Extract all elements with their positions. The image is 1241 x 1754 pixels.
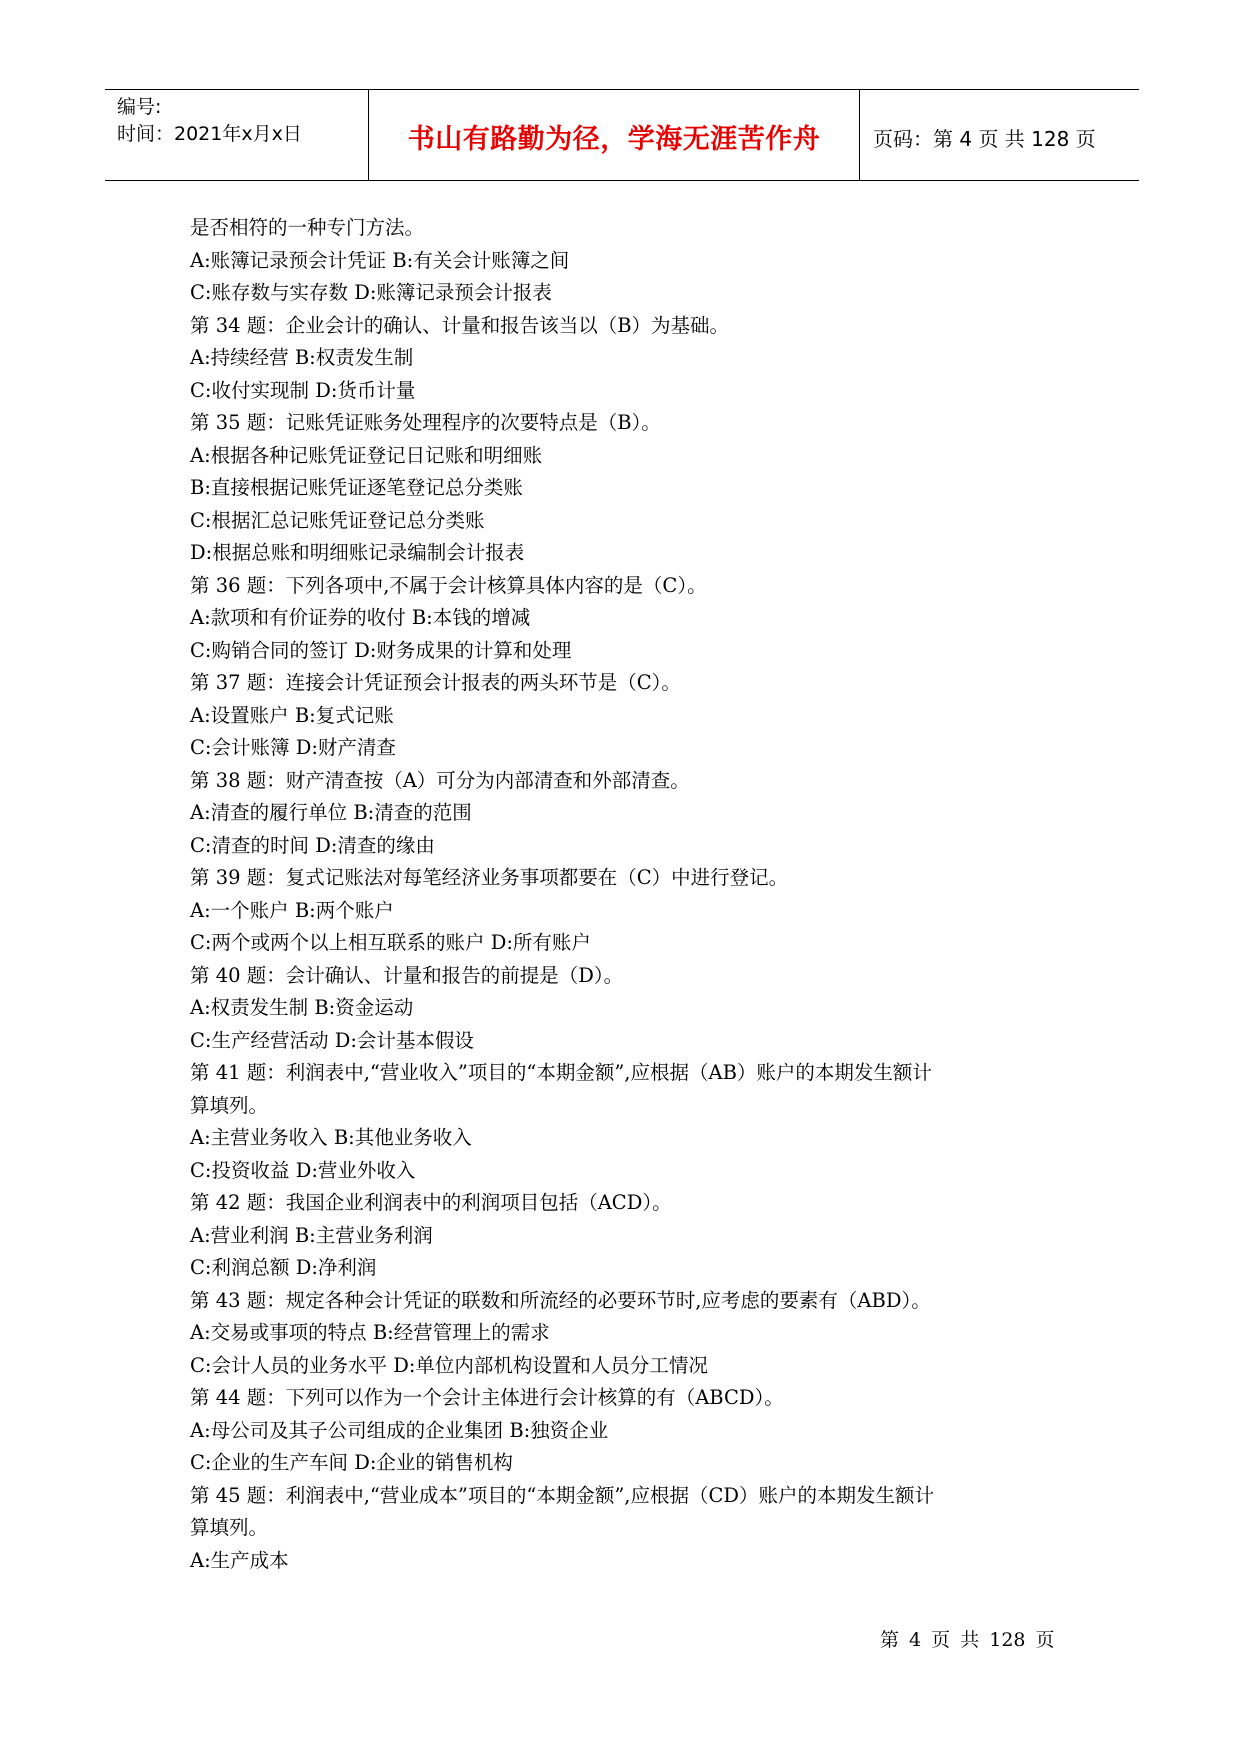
text-line: A:营业利润 B:主营业务利润 bbox=[190, 1223, 433, 1247]
page-footer: 第 4 页 共 128 页 bbox=[880, 1629, 1055, 1651]
text-line: 第 39 题：复式记账法对每笔经济业务事项都要在（C）中进行登记。 bbox=[190, 866, 789, 889]
time-label: 时间：2021年x月x日 bbox=[117, 123, 302, 145]
text-line: C:生产经营活动 D:会计基本假设 bbox=[190, 1028, 474, 1052]
text-line: 第 41 题：利润表中,“营业收入”项目的“本期金额”,应根据（AB）账户的本期发生额计 bbox=[190, 1061, 932, 1084]
text-line: 第 44 题：下列可以作为一个会计主体进行会计核算的有（ABCD）。 bbox=[190, 1386, 784, 1409]
text-line: A:一个账户 B:两个账户 bbox=[190, 898, 394, 922]
text-line: A:权责发生制 B:资金运动 bbox=[190, 996, 414, 1019]
text-line: C:购销合同的签订 D:财务成果的计算和处理 bbox=[190, 638, 572, 662]
header-meta bbox=[117, 94, 357, 148]
text-line: C:企业的生产车间 D:企业的销售机构 bbox=[190, 1451, 513, 1474]
text-line: C:两个或两个以上相互联系的账户 D:所有账户 bbox=[190, 931, 591, 954]
text-line: B:直接根据记账凭证逐笔登记总分类账 bbox=[190, 476, 523, 499]
text-line: 第 36 题：下列各项中,不属于会计核算具体内容的是（C）。 bbox=[190, 573, 707, 597]
text-line: C:会计账簿 D:财产清查 bbox=[190, 736, 396, 759]
text-line: A:设置账户 B:复式记账 bbox=[190, 703, 394, 727]
text-line: C:投资收益 D:营业外收入 bbox=[190, 1158, 416, 1182]
text-line: 第 34 题：企业会计的确认、计量和报告该当以（B）为基础。 bbox=[190, 313, 730, 337]
header-page-info: 页码：第 4 页 共 128 页 bbox=[873, 127, 1096, 151]
text-line: 第 38 题：财产清查按（A）可分为内部清查和外部清查。 bbox=[190, 768, 690, 792]
text-line: 第 37 题：连接会计凭证预会计报表的两头环节是（C）。 bbox=[190, 671, 681, 694]
text-line: A:主营业务收入 B:其他业务收入 bbox=[190, 1126, 472, 1149]
text-line: 第 40 题：会计确认、计量和报告的前提是（D）。 bbox=[190, 963, 624, 987]
text-line: C:收付实现制 D:货币计量 bbox=[190, 378, 416, 402]
text-line: 第 43 题：规定各种会计凭证的联数和所流经的必要环节时,应考虑的要素有（ABD）。 bbox=[190, 1288, 931, 1312]
text-line: C:账存数与实存数 D:账簿记录预会计报表 bbox=[190, 281, 552, 304]
header-divider bbox=[859, 90, 860, 180]
serial-number-label: 编号: bbox=[117, 96, 162, 118]
text-line: C:根据汇总记账凭证登记总分类账 bbox=[190, 508, 485, 532]
text-line: A:根据各种记账凭证登记日记账和明细账 bbox=[190, 443, 543, 467]
document-body bbox=[190, 212, 1070, 1577]
text-line: D:根据总账和明细账记录编制会计报表 bbox=[190, 541, 525, 564]
text-line: A:款项和有价证券的收付 B:本钱的增减 bbox=[190, 606, 531, 629]
text-line: A:清查的履行单位 B:清查的范围 bbox=[190, 801, 472, 824]
text-line: 第 35 题：记账凭证账务处理程序的次要特点是（B）。 bbox=[190, 411, 661, 434]
text-line: 是否相符的一种专门方法。 bbox=[190, 216, 425, 239]
text-line: A:账簿记录预会计凭证 B:有关会计账簿之间 bbox=[190, 248, 570, 272]
text-line: 算填列。 bbox=[190, 1516, 269, 1539]
text-line: C:清查的时间 D:清查的缘由 bbox=[190, 833, 435, 857]
text-line: 算填列。 bbox=[190, 1093, 269, 1117]
text-line: A:持续经营 B:权责发生制 bbox=[190, 346, 414, 369]
text-line: 第 45 题：利润表中,“营业成本”项目的“本期金额”,应根据（CD）账户的本期发生额计 bbox=[190, 1483, 935, 1507]
text-line: A:交易或事项的特点 B:经营管理上的需求 bbox=[190, 1321, 550, 1344]
page-header bbox=[105, 89, 1139, 181]
text-line: C:利润总额 D:净利润 bbox=[190, 1256, 377, 1279]
text-line: 第 42 题：我国企业利润表中的利润项目包括（ACD）。 bbox=[190, 1191, 672, 1214]
text-line: C:会计人员的业务水平 D:单位内部机构设置和人员分工情况 bbox=[190, 1353, 708, 1377]
text-line: A:生产成本 bbox=[190, 1548, 289, 1572]
text-line: A:母公司及其子公司组成的企业集团 B:独资企业 bbox=[190, 1418, 609, 1442]
header-motto: 书山有路勤为径，学海无涯苦作舟 bbox=[407, 124, 821, 155]
